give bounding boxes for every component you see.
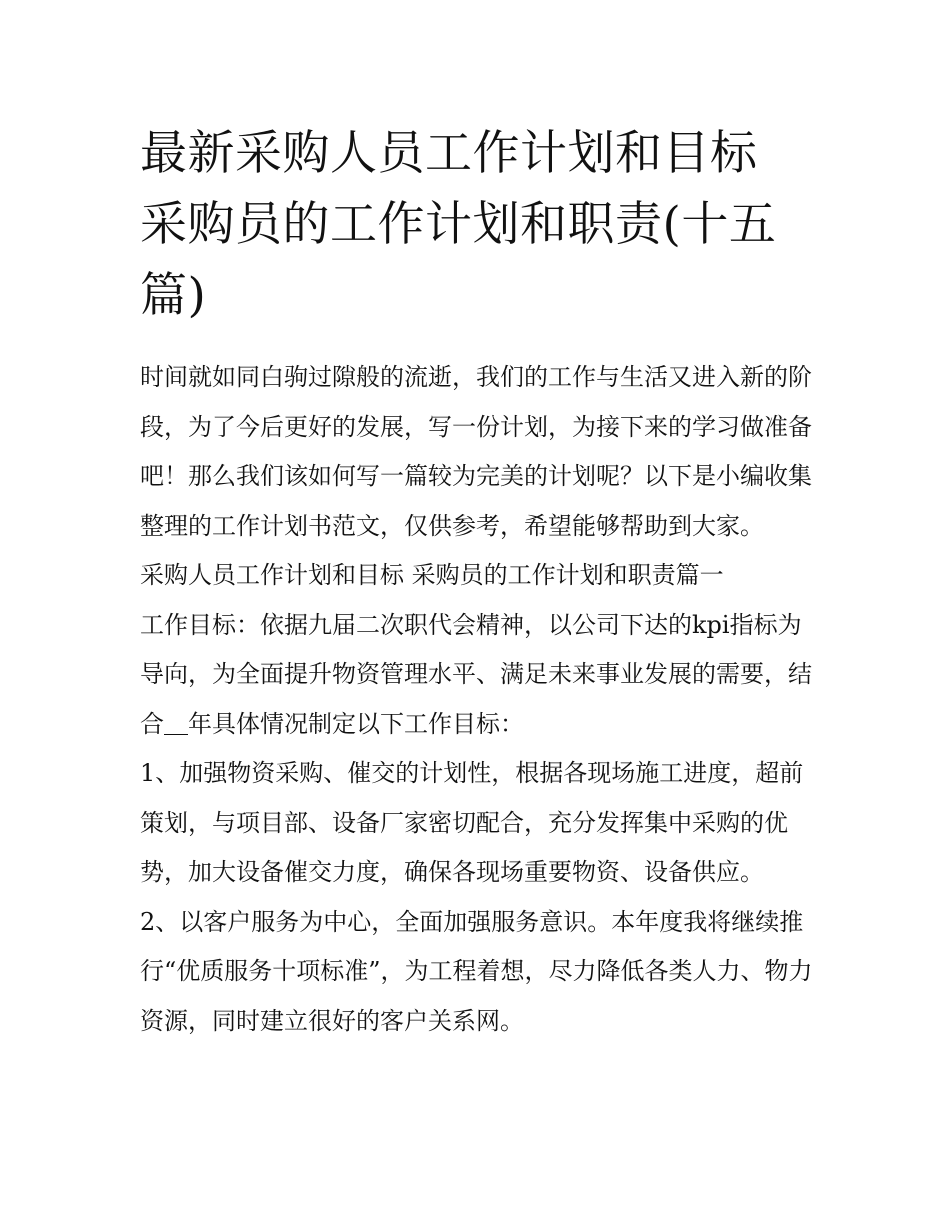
intro-paragraph: 时间就如同白驹过隙般的流逝，我们的工作与生活又进入新的阶段，为了今后更好的发展，写一份计划，为接下来的学习做准备吧！那么我们该如何写一篇较为完美的计划呢？以下是小编收集整理的工作计划书范文，仅供参考，希望能够帮助到大家。 [140, 363, 812, 540]
document-title: 最新采购人员工作计划和目标 采购员的工作计划和职责(十五篇) [140, 126, 777, 323]
list-item-2: 2、以客户服务为中心，全面加强服务意识。本年度我将继续推行“优质服务十项标准”，为工程着想，尽力降低各类人力、物力资源，同时建立很好的客户关系网。 [140, 907, 813, 1035]
section-heading: 采购人员工作计划和目标 采购员的工作计划和职责篇一 [140, 561, 724, 589]
document-body [140, 118, 815, 1046]
list-item-1: 1、加强物资采购、催交的计划性，根据各现场施工进度，超前策划，与项目部、设备厂家密切配合，充分发挥集中采购的优势，加大设备催交力度，确保各现场重要物资、设备供应。 [140, 759, 804, 886]
goal-paragraph: 工作目标：依据九届二次职代会精神，以公司下达的kpi指标为导向，为全面提升物资管理水平、满足未来事业发展的需要，结合＿年具体情况制定以下工作目标： [140, 610, 812, 738]
